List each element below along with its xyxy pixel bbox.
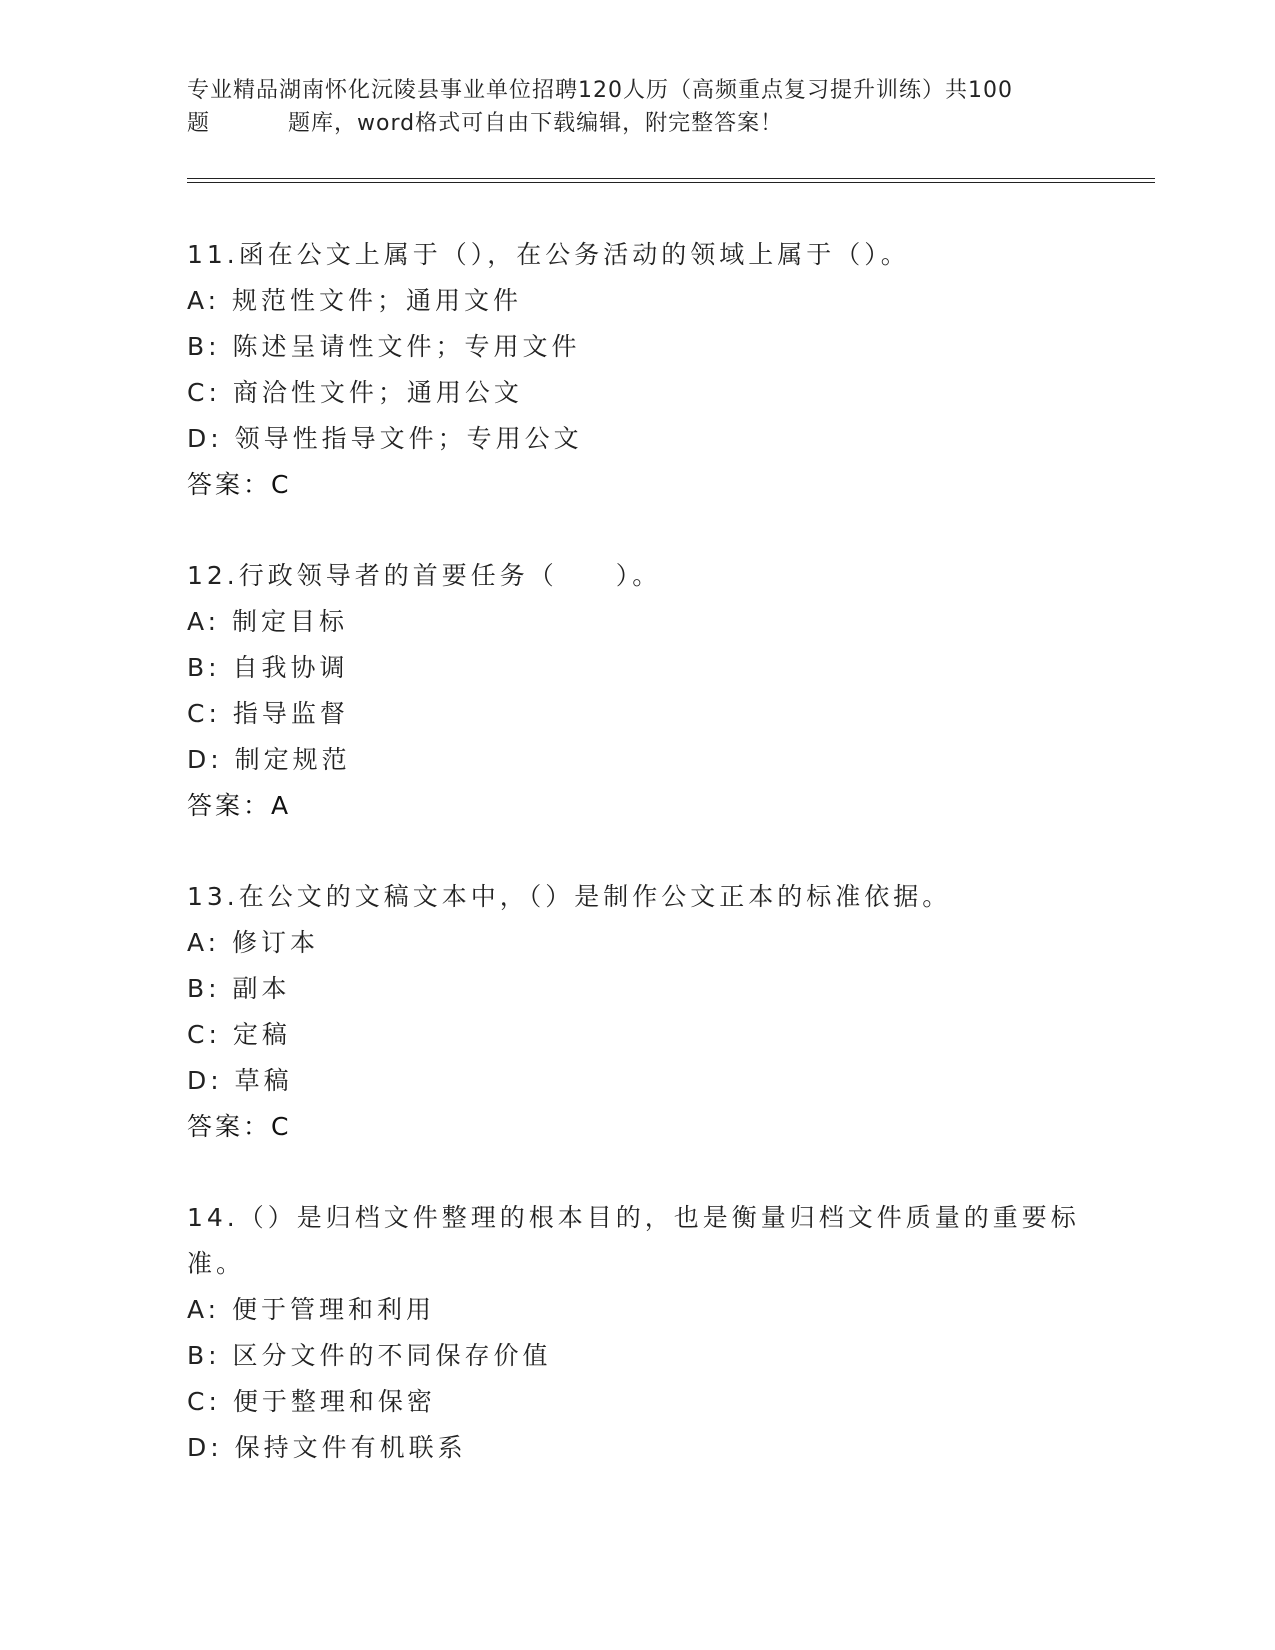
option-b: B: 区分文件的不同保存价值: [187, 1341, 552, 1370]
option-c: C: 商洽性文件；通用公文: [187, 378, 523, 407]
option-d: D: 保持文件有机联系: [187, 1433, 467, 1462]
question-list: [187, 232, 1087, 1516]
answer-line: [187, 1104, 1087, 1150]
header-title-line-2: [187, 107, 1087, 140]
question-13: [187, 874, 1087, 1150]
option-d: D: 领导性指导文件；专用公文: [187, 424, 583, 453]
option-b: B: 副本: [187, 974, 291, 1003]
header-divider-bottom: [187, 182, 1155, 183]
option-a: A: 制定目标: [187, 607, 349, 636]
document-header: [187, 74, 1087, 140]
answer-value: C: [271, 470, 290, 499]
answer-value: A: [271, 791, 290, 820]
option-c: C: 便于整理和保密: [187, 1387, 436, 1416]
answer-line: [187, 462, 1087, 508]
option-b: B: 自我协调: [187, 653, 349, 682]
question-12: [187, 553, 1087, 829]
question-stem: 12.行政领导者的首要任务（ ）。: [187, 561, 662, 590]
question-14: [187, 1195, 1087, 1471]
option-a: A: 便于管理和利用: [187, 1295, 436, 1324]
header-title-line-2-rest: 题库，word格式可自由下载编辑，附完整答案！: [288, 111, 784, 136]
option-c: C: 定稿: [187, 1020, 291, 1049]
answer-label: 答案：: [187, 470, 272, 499]
question-stem-line-1: 14.（）是归档文件整理的根本目的，也是衡量归档文件质量的重要标: [187, 1203, 1080, 1232]
answer-line: [187, 783, 1087, 829]
question-stem: 11.函在公文上属于（），在公务活动的领域上属于（）。: [187, 240, 910, 269]
option-c: C: 指导监督: [187, 699, 349, 728]
option-d: D: 制定规范: [187, 745, 351, 774]
answer-value: C: [271, 1112, 290, 1141]
option-b: B: 陈述呈请性文件；专用文件: [187, 332, 581, 361]
question-stem: 13.在公文的文稿文本中，（）是制作公文正本的标准依据。: [187, 882, 952, 911]
header-title-line-1: 专业精品湖南怀化沅陵县事业单位招聘120人历（高频重点复习提升训练）共100: [187, 78, 1013, 103]
header-divider-top: [187, 178, 1155, 179]
answer-label: 答案：: [187, 1112, 272, 1141]
option-a: A: 修订本: [187, 928, 320, 957]
header-title-line-2-prefix: 题: [187, 111, 211, 136]
question-stem-line-2: 准。: [187, 1249, 246, 1278]
option-a: A: 规范性文件；通用文件: [187, 286, 523, 315]
question-11: [187, 232, 1087, 508]
option-d: D: 草稿: [187, 1066, 293, 1095]
answer-label: 答案：: [187, 791, 272, 820]
